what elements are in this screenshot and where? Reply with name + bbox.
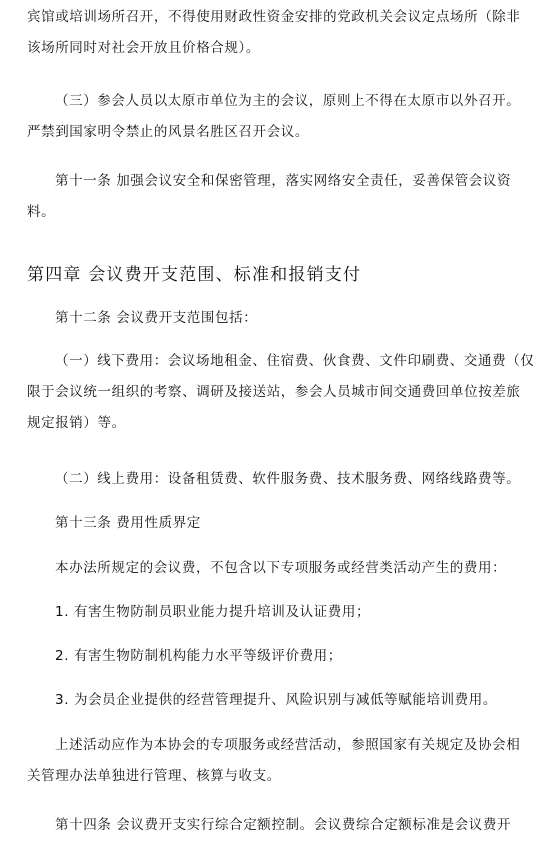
list-item [27, 641, 525, 672]
text-line: 规定报销）等。 [27, 415, 126, 431]
text-line: 本办法所规定的会议费，不包含以下专项服务或经营类活动产生的费用： [55, 560, 507, 576]
text-line: 第十一条 加强会议安全和保密管理，落实网络安全责任，妥善保管会议资 [55, 173, 512, 189]
text-line: 严禁到国家明令禁止的风景名胜区召开会议。 [27, 124, 309, 140]
text-line: 上述活动应作为本协会的专项服务或经营活动，参照国家有关规定及协会相 [55, 737, 521, 753]
paragraph-online-costs [27, 464, 525, 495]
chapter-heading: 第四章 会议费开支范围、标准和报销支付 [27, 265, 362, 285]
text-line: 宾馆或培训场所召开，不得使用财政性资金安排的党政机关会议定点场所（除非 [27, 9, 521, 25]
paragraph-location-rule [27, 86, 525, 148]
text-line: 第十四条 会议费开支实行综合定额控制。会议费综合定额标准是会议费开 [55, 817, 512, 833]
list-item [27, 685, 525, 716]
text-line: 2. 有害生物防制机构能力水平等级评价费用； [55, 648, 342, 664]
text-line: 限于会议统一组织的考察、调研及接送站，参会人员城市间交通费回单位按差旅 [27, 384, 521, 400]
text-line: 3. 为会员企业提供的经营管理提升、风险识别与减低等赋能培训费用。 [55, 692, 497, 708]
text-line: 第十二条 会议费开支范围包括： [55, 310, 258, 326]
text-line: （一）线下费用：会议场地租金、住宿费、伙食费、文件印刷费、交通费（仅 [55, 353, 535, 369]
paragraph-article-12 [27, 303, 525, 334]
text-line: 第十三条 费用性质界定 [55, 515, 201, 531]
paragraph-article-13 [27, 508, 525, 539]
paragraph-activity-management [27, 730, 525, 792]
text-line: 关管理办法单独进行管理、核算与收支。 [27, 768, 281, 784]
text-line: （三）参会人员以太原市单位为主的会议，原则上不得在太原市以外召开。 [55, 93, 521, 109]
paragraph-venue-rule [27, 2, 525, 64]
text-line: 料。 [27, 204, 56, 220]
paragraph-offline-costs [27, 346, 535, 439]
paragraph-scope-exclusion [27, 553, 525, 584]
text-line: 该场所同时对社会开放且价格合规）。 [27, 40, 260, 56]
paragraph-article-14 [27, 810, 525, 841]
list-item [27, 597, 525, 628]
text-line: 1. 有害生物防制员职业能力提升培训及认证费用； [55, 604, 371, 620]
paragraph-article-11 [27, 166, 525, 228]
text-line: （二）线上费用：设备租赁费、软件服务费、技术服务费、网络线路费等。 [55, 471, 521, 487]
